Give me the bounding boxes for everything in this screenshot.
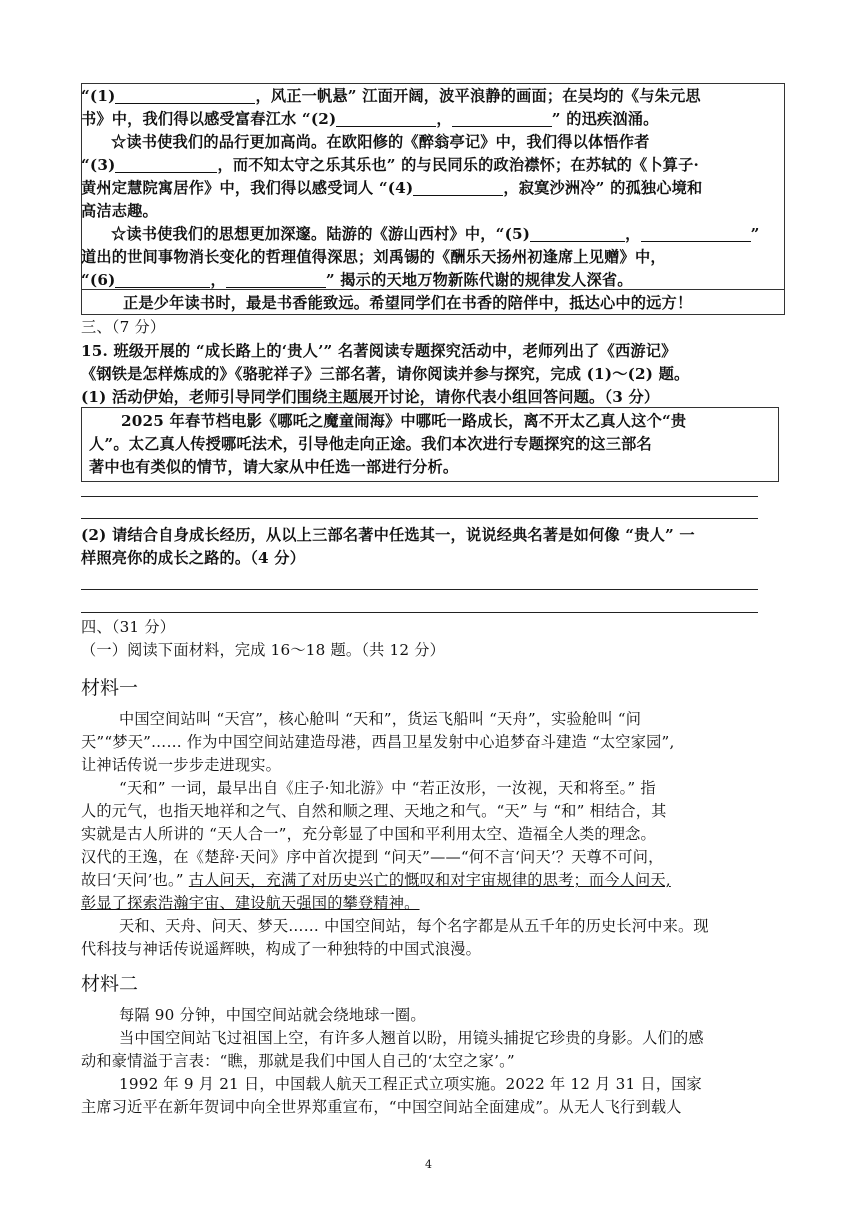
m1-p4-line-1: 天和、天舟、问天、梦天…… 中国空间站，每个名字都是从五千年的历史长河中来。现 <box>119 917 709 935</box>
blank-label-1: “(1) <box>81 87 116 105</box>
underlined-text: 古人问天，充满了对历史兴亡的慨叹和对宇宙规律的思考；而今人问天, <box>188 871 671 889</box>
box-line-7: ☆读书使我们的思想更加深邃。陆游的《游山西村》中，“(5) ， ” <box>111 225 760 243</box>
underlined-text: 彰显了探索浩瀚宇宙、建设航天强国的攀登精神。 <box>81 894 420 912</box>
box-line-3: ☆读书使我们的品行更加高尚。在欧阳修的《醉翁亭记》中，我们得以体悟作者 <box>111 133 650 151</box>
answer-line[interactable] <box>81 612 758 613</box>
m2-p2-line-2: 动和豪情溢于言表：“瞧，那就是我们中国人自己的‘太空之家’。” <box>81 1052 515 1070</box>
m1-p1-line-3: 让神话传说一步步走进现实。 <box>81 756 282 774</box>
answer-blank-3[interactable] <box>115 156 217 173</box>
box-line-5: 黄州定慧院寓居作》中，我们得以感受词人 “(4) ，寂寞沙洲冷” 的孤独心境和 <box>81 179 703 197</box>
m1-p2-line-3: 实就是古人所讲的 “天人合一”，充分彰显了中国和平利用太空、造福全人类的理念。 <box>81 825 656 843</box>
answer-blank-6a[interactable] <box>115 271 210 288</box>
m1-p1-line-1: 中国空间站叫 “天宫”，核心舱叫 “天和”，货运飞船叫 “天舟”，实验舱叫 “问 <box>119 710 642 728</box>
box-line-1: “(1) ，风正一帆悬” 江面开阔，波平浪静的画面；在吴均的《与朱元思 <box>81 87 701 105</box>
box-line-8: 道出的世间事物消长变化的哲理值得深思；刘禹锡的《酬乐天扬州初逢席上见赠》中， <box>81 248 666 266</box>
page-number: 4 <box>425 1158 432 1171</box>
answer-blank-5a[interactable] <box>530 225 625 242</box>
material-1-title: 材料一 <box>81 677 139 699</box>
m1-p3-line-1: 汉代的王逸，在《楚辞·天问》序中首次提到 “问天”——“何不言‘问天’？天尊不可问， <box>81 848 664 866</box>
answer-blank-4[interactable] <box>413 179 503 196</box>
answer-blank-6b[interactable] <box>226 271 326 288</box>
box-line-2: 书》中，我们得以感受富春江水 “(2) ， ” 的迅疾汹涌。 <box>81 110 659 128</box>
answer-line[interactable] <box>81 496 758 497</box>
m1-p2-line-2: 人的元气，也指天地祥和之气、自然和顺之理、天地之和气。“天” 与 “和” 相结合，其 <box>81 802 667 820</box>
q15-part2-line-1: (2) 请结合自身成长经历，从以上三部名著中任选其一，说说经典名著是如何像 “贵人” 一 <box>81 526 695 544</box>
box-line-9: “(6) ， ” 揭示的天地万物新陈代谢的规律发人深省。 <box>81 271 633 289</box>
answer-blank-5b[interactable] <box>641 225 751 242</box>
m2-p2-line-1: 当中国空间站飞过祖国上空，有许多人翘首以盼，用镜头捕捉它珍贵的身影。人们的感 <box>119 1029 704 1047</box>
subsection-heading: （一）阅读下面材料，完成 16～18 题。（共 12 分） <box>81 641 446 659</box>
box-line-4: “(3) ，而不知太守之乐其乐也” 的与民同乐的政治襟怀；在苏轼的《卜算子· <box>81 156 700 174</box>
prompt-line-3: 著中也有类似的情节，请大家从中任选一部进行分析。 <box>89 458 459 476</box>
q15-part2-line-2: 样照亮你的成长之路的。（4 分） <box>81 549 306 567</box>
m2-p3-line-1: 1992 年 9 月 21 日，中国载人航天工程正式立项实施。2022 年 12 月 31 日，国家 <box>119 1075 702 1093</box>
answer-blank-2a[interactable] <box>336 110 436 127</box>
box-closing: 正是少年读书时，最是书香能致远。希望同学们在书香的陪伴中，抵达心中的远方！ <box>123 294 693 312</box>
answer-blank-1[interactable] <box>115 87 255 104</box>
m2-p3-line-2: 主席习近平在新年贺词中向全世界郑重宣布，“中国空间站全面建成”。从无人飞行到载人 <box>81 1098 682 1116</box>
m1-p2-line-1: “天和” 一词，最早出自《庄子·知北游》中 “若正汝形，一汝视，天和将至。” 指 <box>119 779 656 797</box>
answer-line[interactable] <box>81 589 758 590</box>
q15-part1: (1) 活动伊始，老师引导同学们围绕主题展开讨论，请你代表小组回答问题。（3 分） <box>81 388 660 406</box>
section-4-heading: 四、（31 分） <box>81 618 176 636</box>
q15-line-2: 《钢铁是怎样炼成的》《骆驼祥子》三部名著，请你阅读并参与探究，完成 (1)～(2) 题。 <box>81 365 690 383</box>
m2-p1: 每隔 90 分钟，中国空间站就会绕地球一圈。 <box>119 1006 426 1024</box>
q15-line-1: 15. 班级开展的 “成长路上的‘贵人’” 名著阅读专题探究活动中，老师列出了《西游记》 <box>81 342 677 360</box>
answer-blank-2b[interactable] <box>452 110 552 127</box>
prompt-line-2: 人”。太乙真人传授哪吒法术，引导他走向正途。我们本次进行专题探究的这三部名 <box>89 435 652 453</box>
box-line-6: 高洁志趣。 <box>81 202 158 220</box>
material-2-title: 材料二 <box>81 973 139 995</box>
section-3-heading: 三、（7 分） <box>81 318 166 336</box>
m1-p3-line-3 <box>81 892 781 915</box>
answer-line[interactable] <box>81 518 758 519</box>
m1-p1-line-2: 天”“梦天”…… 作为中国空间站建造母港，西昌卫星发射中心追梦奋斗建造 “太空家园”, <box>81 733 675 751</box>
prompt-line-1: 2025 年春节档电影《哪吒之魔童闹海》中哪吒一路成长，离不开太乙真人这个“贵 <box>121 412 687 430</box>
m1-p4-line-2: 代科技与神话传说遥辉映，构成了一种独特的中国式浪漫。 <box>81 940 482 958</box>
m1-p3-line-2: 故曰‘天问’也。” 古人问天，充满了对历史兴亡的慨叹和对宇宙规律的思考；而今人问天, <box>81 871 671 889</box>
